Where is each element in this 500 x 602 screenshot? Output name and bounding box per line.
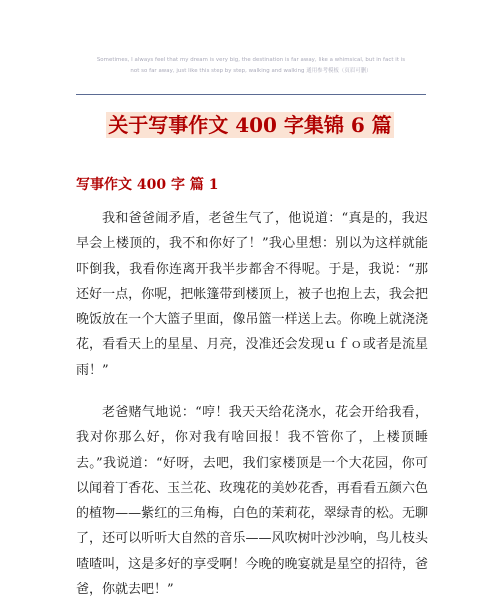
header-line-1: Sometimes, I always feel that my dream is very big, the destination is far away, like a whimsical, but in fact it is bbox=[96, 57, 406, 63]
document-title bbox=[0, 112, 500, 138]
header-line-2: not so far away, just like this step by step, walking and walking 通用参考模板（页眉可删） bbox=[130, 68, 372, 74]
section-title: 写事作文 400 字 篇 1 bbox=[76, 177, 219, 193]
paragraph: 老爸赌气地说：“哼！我天天给花浇水，花会开给我看，我对你那么好，你对我有啥回报！我不管你了，上楼顶睡去。”我说道：“好呀，去吧，我们家楼顶是一个大花园，你可以闻着丁香花、玉兰花、玫瑰花的美妙花香，再看看五颜六色的植物——紫红的三角梅，白色的茉莉花，翠绿青的松。无聊了，还可以听听大自然的音乐——风吹树叶沙沙响，鸟儿枝头喳喳叫，这是多好的享受啊！今晚的晚宴就是星空的招待，爸爸，你就去吧！” bbox=[76, 405, 428, 598]
page-header bbox=[76, 55, 426, 77]
header-divider bbox=[76, 94, 426, 95]
paragraph: 我和爸爸闹矛盾，老爸生气了，他说道：“真是的，我迟早会上楼顶的，我不和你好了！”我心里想：别以为这样就能吓倒我，我看你连离开我半步都舍不得呢。于是，我说：“那还好一点，你呢，把帐篷带到楼顶上，被子也抱上去，我会把晚饭放在一个大篮子里面，像吊篮一样送上去。你晚上就浇浇花，看看天上的星星、月亮，没准还会发现ｕｆｏ或者是流星雨！” bbox=[76, 211, 428, 378]
document-title-text: 关于写事作文 400 字集锦 6 篇 bbox=[108, 113, 392, 137]
